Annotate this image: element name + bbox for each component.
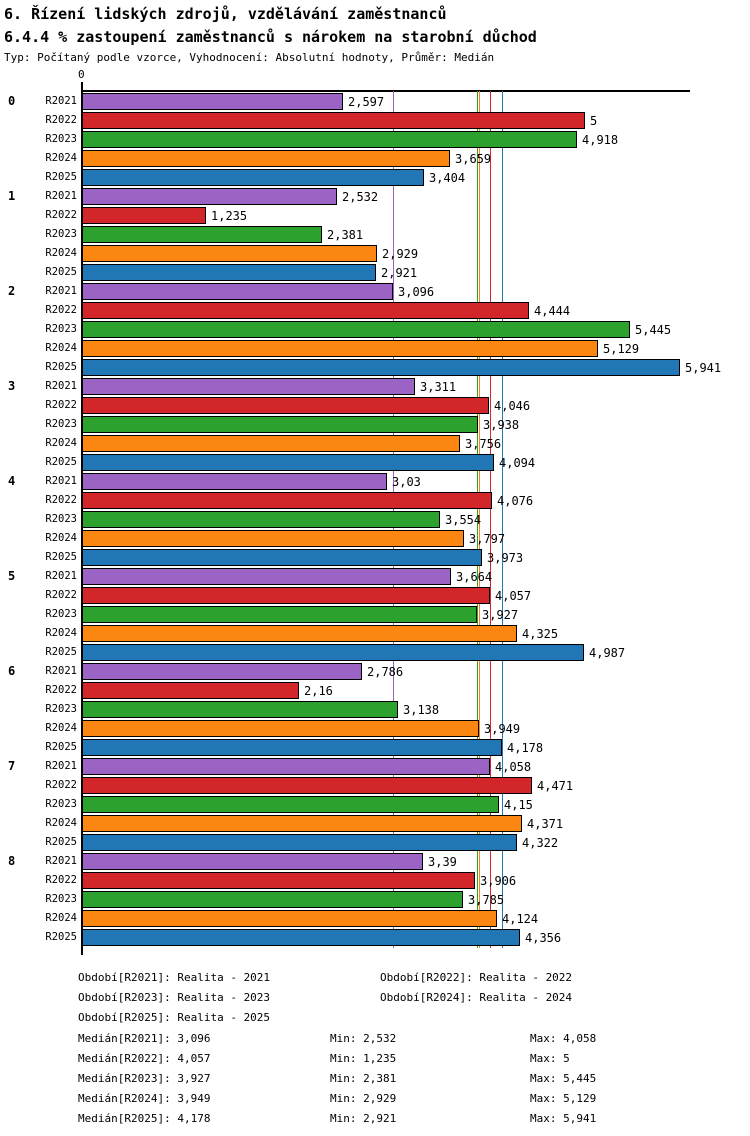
row-label: R2025: [45, 456, 77, 468]
bar-value-label: 3,785: [468, 893, 505, 907]
row-label: R2021: [45, 380, 77, 392]
bar: [82, 663, 362, 680]
row-label: R2023: [45, 703, 77, 715]
row-label: R2025: [45, 551, 77, 563]
group-label: 5: [8, 569, 16, 583]
group-label: 6: [8, 664, 16, 678]
bar: [82, 530, 464, 547]
bar-value-label: 4,987: [589, 646, 626, 660]
bar: [82, 720, 479, 737]
bar-value-label: 4,046: [494, 399, 531, 413]
row-label: R2025: [45, 741, 77, 753]
bar: [82, 378, 415, 395]
row-label: R2023: [45, 513, 77, 525]
row-label: R2024: [45, 627, 77, 639]
row-label: R2025: [45, 266, 77, 278]
bar-value-label: 2,921: [381, 266, 418, 280]
bar: [82, 207, 206, 224]
row-label: R2021: [45, 95, 77, 107]
bar-value-label: 5,941: [685, 361, 722, 375]
row-label: R2021: [45, 665, 77, 677]
bar: [82, 150, 450, 167]
bar-value-label: 4,15: [504, 798, 533, 812]
bar: [82, 606, 477, 623]
bar-value-label: 3,927: [482, 608, 519, 622]
row-label: R2024: [45, 817, 77, 829]
legend-stat-median: Medián[R2025]: 4,178: [78, 1112, 211, 1125]
bar: [82, 93, 343, 110]
group-label: 2: [8, 284, 16, 298]
bar-value-label: 3,03: [392, 475, 421, 489]
row-label: R2023: [45, 228, 77, 240]
bar-value-label: 3,138: [403, 703, 440, 717]
bar-value-label: 3,39: [428, 855, 457, 869]
bar-value-label: 3,311: [420, 380, 457, 394]
bar-value-label: 3,906: [480, 874, 517, 888]
row-label: R2025: [45, 171, 77, 183]
bar: [82, 131, 577, 148]
bar: [82, 929, 520, 946]
row-label: R2022: [45, 114, 77, 126]
bar: [82, 264, 376, 281]
chart-meta: Typ: Počítaný podle vzorce, Vyhodnocení: Absolutní hodnoty, Průměr: Medián: [4, 51, 495, 64]
bar: [82, 625, 517, 642]
bar: [82, 701, 398, 718]
row-label: R2021: [45, 475, 77, 487]
bar-value-label: 3,938: [483, 418, 520, 432]
chart-subtitle: 6.4.4 % zastoupení zaměstnanců s nárokem na starobní důchod: [4, 28, 537, 46]
bar: [82, 644, 584, 661]
bar-value-label: 3,949: [484, 722, 521, 736]
bar-value-label: 2,786: [367, 665, 404, 679]
row-label: R2021: [45, 190, 77, 202]
bar: [82, 226, 322, 243]
bar: [82, 435, 460, 452]
bar-value-label: 4,356: [525, 931, 562, 945]
legend-stat-median: Medián[R2022]: 4,057: [78, 1052, 211, 1065]
top-axis-line: [82, 90, 690, 92]
bar: [82, 891, 463, 908]
bar: [82, 454, 494, 471]
row-label: R2022: [45, 779, 77, 791]
row-label: R2022: [45, 494, 77, 506]
bar-value-label: 4,178: [507, 741, 544, 755]
bar: [82, 112, 585, 129]
row-label: R2025: [45, 646, 77, 658]
bar-value-label: 4,371: [527, 817, 564, 831]
bar-value-label: 2,532: [342, 190, 379, 204]
row-label: R2021: [45, 285, 77, 297]
legend-stat-max: Max: 4,058: [530, 1032, 597, 1045]
row-label: R2024: [45, 342, 77, 354]
bar: [82, 758, 490, 775]
bar-value-label: 3,973: [487, 551, 524, 565]
legend-stat-min: Min: 2,381: [330, 1072, 397, 1085]
row-label: R2025: [45, 361, 77, 373]
group-label: 3: [8, 379, 16, 393]
bar-value-label: 3,797: [469, 532, 506, 546]
legend-stat-median: Medián[R2023]: 3,927: [78, 1072, 211, 1085]
bar: [82, 815, 522, 832]
legend-stat-max: Max: 5,445: [530, 1072, 597, 1085]
legend-stat-max: Max: 5: [530, 1052, 570, 1065]
legend-period-item: Období[R2021]: Realita - 2021: [78, 971, 271, 984]
bar: [82, 834, 517, 851]
bar: [82, 872, 475, 889]
bar-value-label: 2,597: [348, 95, 385, 109]
row-label: R2023: [45, 798, 77, 810]
bar: [82, 340, 598, 357]
bar-value-label: 3,404: [429, 171, 466, 185]
chart-title: 6. Řízení lidských zdrojů, vzdělávání zaměstnanců: [4, 5, 447, 23]
bar: [82, 302, 529, 319]
row-label: R2025: [45, 836, 77, 848]
bar: [82, 473, 387, 490]
bar-value-label: 2,929: [382, 247, 419, 261]
row-label: R2021: [45, 570, 77, 582]
bar-value-label: 3,096: [398, 285, 435, 299]
bar-value-label: 4,322: [522, 836, 559, 850]
row-label: R2024: [45, 437, 77, 449]
bar-value-label: 4,444: [534, 304, 571, 318]
legend-period-item: Období[R2022]: Realita - 2022: [380, 971, 573, 984]
bar: [82, 511, 440, 528]
row-label: R2023: [45, 133, 77, 145]
bar-value-label: 4,076: [497, 494, 534, 508]
bar-value-label: 5: [590, 114, 598, 128]
bar: [82, 245, 377, 262]
bar: [82, 777, 532, 794]
legend-stat-median: Medián[R2024]: 3,949: [78, 1092, 211, 1105]
axis-zero-label: 0: [78, 68, 85, 81]
row-label: R2023: [45, 893, 77, 905]
row-label: R2022: [45, 589, 77, 601]
bar-value-label: 4,124: [502, 912, 539, 926]
row-label: R2023: [45, 323, 77, 335]
bar-value-label: 5,445: [635, 323, 672, 337]
row-label: R2022: [45, 304, 77, 316]
row-label: R2024: [45, 247, 77, 259]
bar: [82, 796, 499, 813]
row-label: R2021: [45, 760, 77, 772]
bar: [82, 169, 424, 186]
row-label: R2022: [45, 209, 77, 221]
bar: [82, 587, 490, 604]
bar-value-label: 2,381: [327, 228, 364, 242]
legend-stat-median: Medián[R2021]: 3,096: [78, 1032, 211, 1045]
bar: [82, 188, 337, 205]
bar: [82, 910, 497, 927]
bar-value-label: 3,554: [445, 513, 482, 527]
row-label: R2022: [45, 399, 77, 411]
row-label: R2024: [45, 532, 77, 544]
bar: [82, 568, 451, 585]
group-label: 1: [8, 189, 16, 203]
legend-period-item: Období[R2023]: Realita - 2023: [78, 991, 271, 1004]
legend-stat-max: Max: 5,129: [530, 1092, 597, 1105]
bar-value-label: 4,057: [495, 589, 532, 603]
legend-stat-min: Min: 2,532: [330, 1032, 397, 1045]
bar: [82, 492, 492, 509]
bar-value-label: 4,058: [495, 760, 532, 774]
bar-value-label: 3,756: [465, 437, 502, 451]
bar-value-label: 1,235: [211, 209, 248, 223]
bar-value-label: 4,918: [582, 133, 619, 147]
row-label: R2025: [45, 931, 77, 943]
bar: [82, 283, 393, 300]
bar-value-label: 4,325: [522, 627, 559, 641]
row-label: R2021: [45, 855, 77, 867]
row-label: R2022: [45, 684, 77, 696]
legend-stat-min: Min: 2,921: [330, 1112, 397, 1125]
bar: [82, 549, 482, 566]
bar: [82, 321, 630, 338]
group-label: 0: [8, 94, 16, 108]
legend-period-item: Období[R2025]: Realita - 2025: [78, 1011, 271, 1024]
bar: [82, 397, 489, 414]
row-label: R2022: [45, 874, 77, 886]
bar-value-label: 4,471: [537, 779, 574, 793]
bar-value-label: 5,129: [603, 342, 640, 356]
legend-stat-min: Min: 1,235: [330, 1052, 397, 1065]
bar-value-label: 3,664: [456, 570, 493, 584]
bar: [82, 853, 423, 870]
legend-stat-max: Max: 5,941: [530, 1112, 597, 1125]
legend-stat-min: Min: 2,929: [330, 1092, 397, 1105]
group-label: 7: [8, 759, 16, 773]
legend-period-item: Období[R2024]: Realita - 2024: [380, 991, 573, 1004]
bar: [82, 416, 478, 433]
row-label: R2023: [45, 608, 77, 620]
group-label: 8: [8, 854, 16, 868]
bar-value-label: 3,659: [455, 152, 492, 166]
bar-value-label: 2,16: [304, 684, 333, 698]
row-label: R2023: [45, 418, 77, 430]
bar: [82, 682, 299, 699]
bar-value-label: 4,094: [499, 456, 536, 470]
group-label: 4: [8, 474, 16, 488]
row-label: R2024: [45, 722, 77, 734]
bar: [82, 359, 680, 376]
bar: [82, 739, 502, 756]
row-label: R2024: [45, 912, 77, 924]
row-label: R2024: [45, 152, 77, 164]
